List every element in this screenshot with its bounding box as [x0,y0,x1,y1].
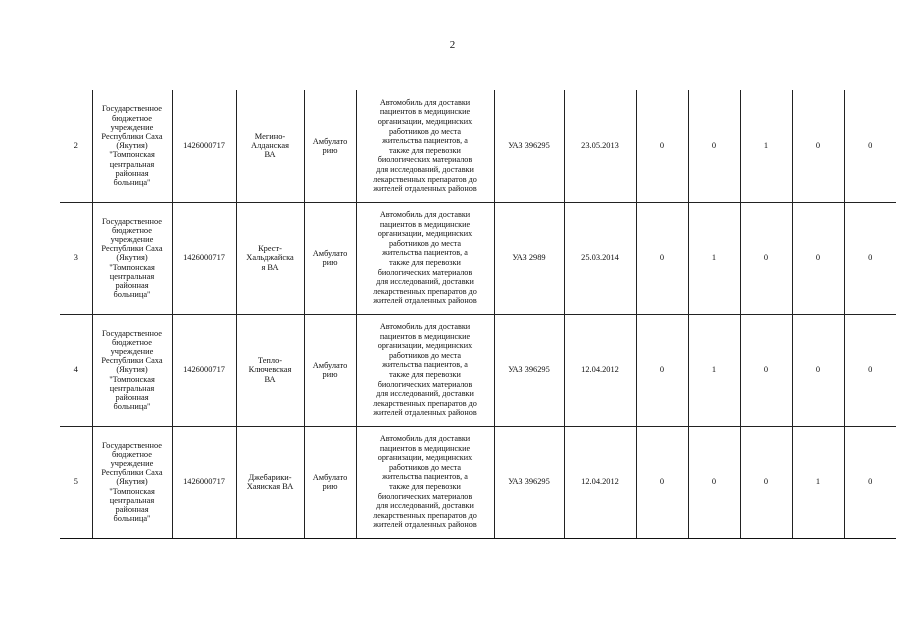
date-text: 23.05.2013 [581,141,619,151]
value-text: 0 [815,253,821,263]
row-number: 3 [73,252,78,263]
date-text: 12.04.2012 [581,477,619,487]
purpose-text: Автомобиль для доставки пациентов в медицинские организации, медицинских работников до места жительства пациентов, а также для перевозки биологических материалов для исследований, доставки лекарственных препаратов до жителей отдаленных районов [373,434,477,530]
purpose-text: Автомобиль для доставки пациентов в медицинские организации, медицинских работников до места жительства пациентов, а также для перевозки биологических материалов для исследований, доставки лекарственных препаратов до жителей отдаленных районов [373,322,477,418]
purpose-cell [356,90,494,202]
model-cell [494,426,564,538]
value-text: 0 [659,477,665,487]
row-number-cell [60,202,92,314]
value-cell-4 [792,426,844,538]
unit-type-text: Амбулато рию [312,472,348,491]
value-cell-4 [792,90,844,202]
organization-cell [92,90,172,202]
unit-type-cell [304,90,356,202]
unit-type-cell [304,202,356,314]
organization-text: Государственное бюджетное учреждение Республики Саха (Якутия) "Томпонская центральная районная больница" [101,328,163,412]
unit-type-cell [304,314,356,426]
row-number: 2 [73,140,78,151]
unit-type-text: Амбулато рию [312,136,348,155]
value-cell-1 [636,202,688,314]
date-cell [564,426,636,538]
inn-cell [172,426,236,538]
date-text: 12.04.2012 [581,365,619,375]
value-text: 0 [711,477,717,487]
table-row [60,90,896,202]
date-cell [564,314,636,426]
row-number: 4 [73,364,78,375]
value-text: 1 [711,253,717,263]
inn-text: 1426000717 [183,141,225,151]
model-text: УАЗ 2989 [512,253,546,263]
row-number-cell [60,90,92,202]
unit-name-cell [236,426,304,538]
inn-text: 1426000717 [183,477,225,487]
value-cell-1 [636,90,688,202]
value-cell-3 [740,90,792,202]
unit-name-cell [236,202,304,314]
unit-name-text: Крест- Хальджайска я ВА [246,244,294,272]
value-text: 0 [868,253,873,263]
value-text: 0 [763,253,769,263]
value-text: 0 [763,477,769,487]
value-cell-1 [636,314,688,426]
purpose-text: Автомобиль для доставки пациентов в медицинские организации, медицинских работников до места жительства пациентов, а также для перевозки биологических материалов для исследований, доставки лекарственных препаратов до жителей отдаленных районов [373,97,477,194]
unit-name-text: Мегино- Алданская ВА [251,131,289,160]
value-text: 0 [763,365,769,375]
value-cell-1 [636,426,688,538]
inn-text: 1426000717 [183,365,225,375]
model-text: УАЗ 396295 [508,141,550,151]
unit-type-cell [304,426,356,538]
value-text: 0 [659,365,665,375]
inn-cell [172,90,236,202]
value-cell-3 [740,314,792,426]
unit-name-text: Джебарики- Хаяиская ВА [246,472,294,491]
purpose-cell [356,426,494,538]
row-number: 5 [73,476,78,487]
date-text: 25.03.2014 [581,253,619,263]
organization-cell [92,202,172,314]
value-cell-2 [688,202,740,314]
page-number: 2 [449,39,456,51]
organization-cell [92,426,172,538]
organization-text: Государственное бюджетное учреждение Республики Саха (Якутия) "Томпонская центральная районная больница" [101,440,163,524]
purpose-cell [356,202,494,314]
value-cell-5 [844,90,896,202]
vehicle-registry-table [60,90,896,539]
organization-text: Государственное бюджетное учреждение Республики Саха (Якутия) "Томпонская центральная районная больница" [101,104,163,187]
value-text: 0 [659,141,665,151]
value-cell-3 [740,202,792,314]
value-cell-2 [688,426,740,538]
table-row [60,202,896,314]
unit-name-text: Тепло- Ключевская ВА [248,356,292,384]
model-text: УАЗ 396295 [508,477,550,487]
unit-name-cell [236,90,304,202]
date-cell [564,202,636,314]
unit-type-text: Амбулато рию [312,248,348,267]
purpose-cell [356,314,494,426]
date-cell [564,90,636,202]
model-cell [494,202,564,314]
value-text: 1 [763,141,769,151]
value-text: 0 [868,365,873,375]
value-cell-5 [844,314,896,426]
row-number-cell [60,426,92,538]
value-text: 0 [868,141,873,151]
value-text: 1 [815,477,821,487]
row-number-cell [60,314,92,426]
inn-cell [172,314,236,426]
value-text: 0 [868,477,873,487]
model-cell [494,90,564,202]
value-text: 0 [711,141,717,151]
model-text: УАЗ 396295 [508,365,550,375]
value-text: 0 [815,141,821,151]
value-cell-5 [844,426,896,538]
organization-cell [92,314,172,426]
value-text: 0 [659,253,665,263]
value-cell-2 [688,90,740,202]
table-row [60,314,896,426]
value-cell-5 [844,202,896,314]
value-cell-3 [740,426,792,538]
inn-cell [172,202,236,314]
unit-name-cell [236,314,304,426]
value-text: 1 [711,365,717,375]
inn-text: 1426000717 [183,253,225,263]
purpose-text: Автомобиль для доставки пациентов в медицинские организации, медицинских работников до места жительства пациентов, а также для перевозки биологических материалов для исследований, доставки лекарственных препаратов до жителей отдаленных районов [373,210,477,306]
value-text: 0 [815,365,821,375]
value-cell-4 [792,202,844,314]
organization-text: Государственное бюджетное учреждение Республики Саха (Якутия) "Томпонская центральная районная больница" [101,216,163,300]
table-row [60,426,896,538]
value-cell-2 [688,314,740,426]
value-cell-4 [792,314,844,426]
unit-type-text: Амбулато рию [312,360,348,379]
model-cell [494,314,564,426]
